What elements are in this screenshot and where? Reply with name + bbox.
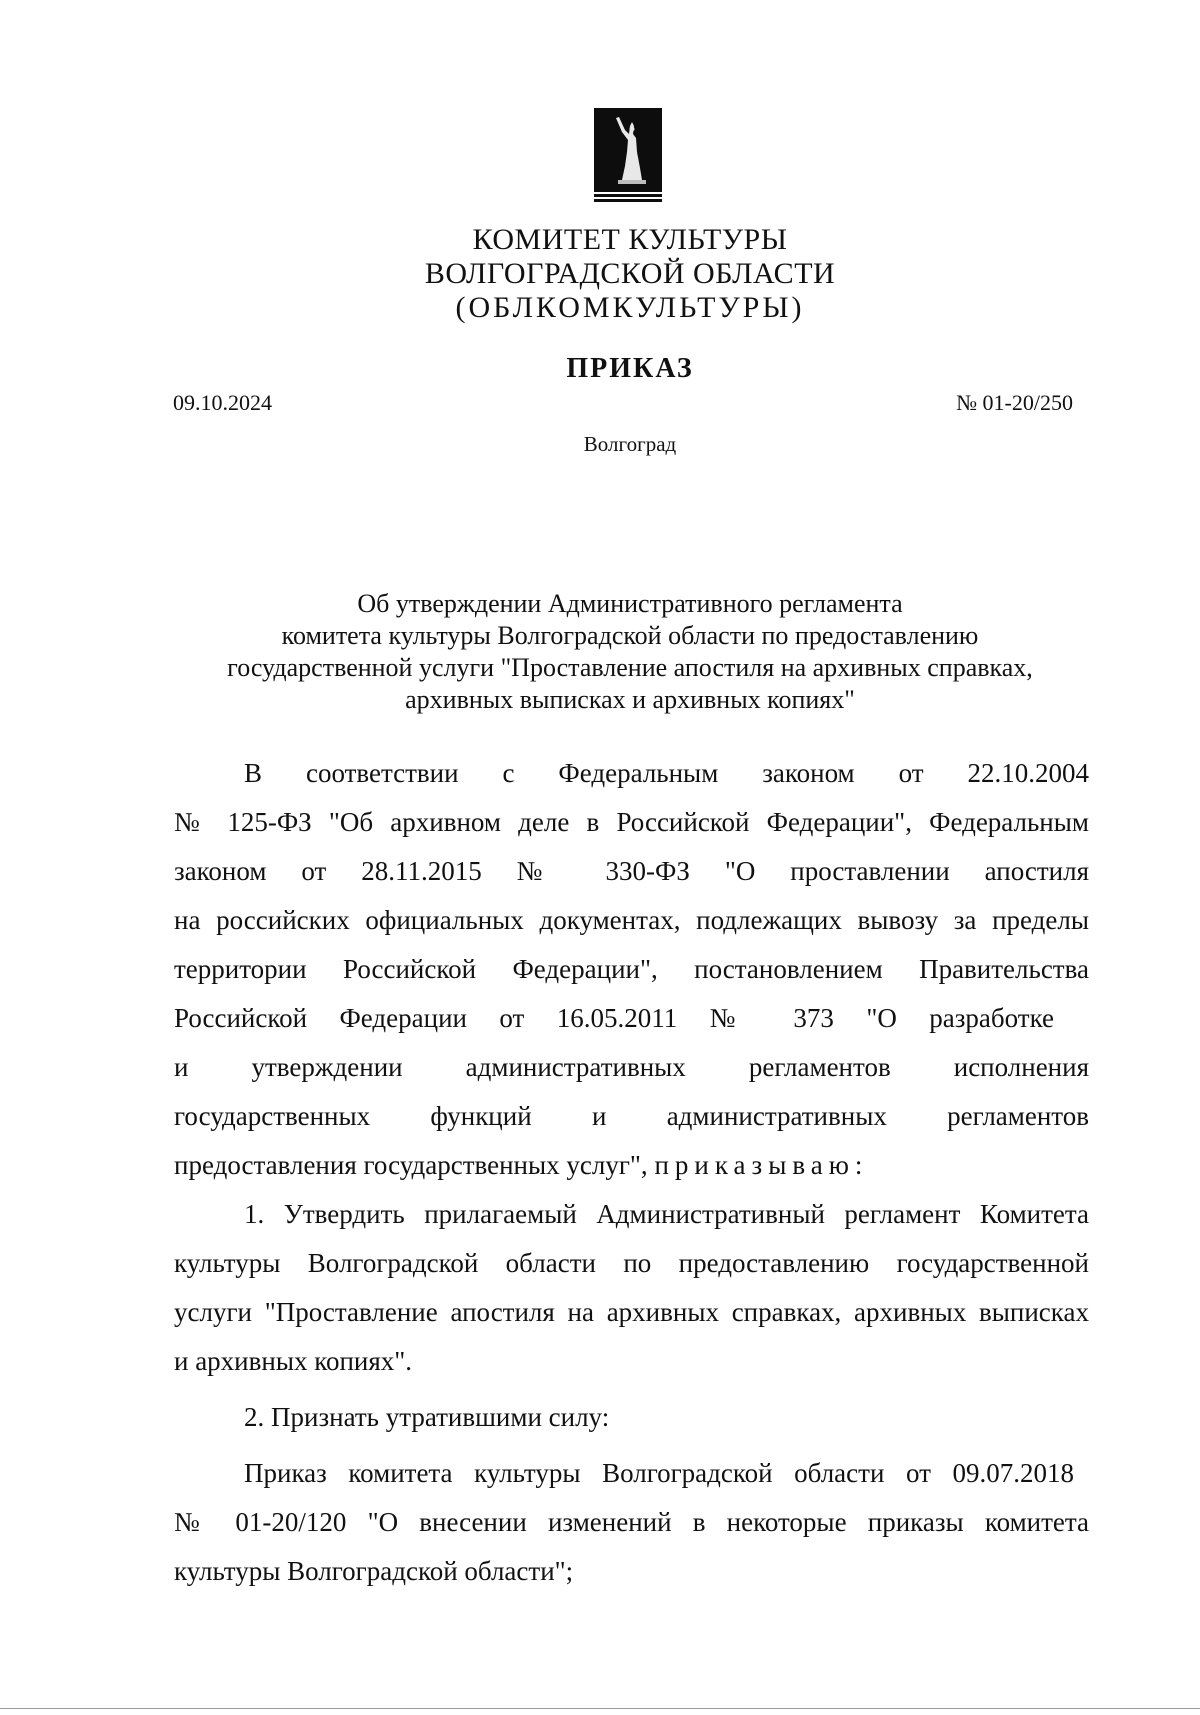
order-subject — [170, 588, 1090, 716]
body-line: 1. Утвердить прилагаемый Административный регламент Комитета — [244, 1199, 1089, 1229]
body-line: культуры Волгоградской области по предоставлению государственной — [174, 1248, 1089, 1278]
organization-name-line2: ВОЛГОГРАДСКОЙ ОБЛАСТИ — [424, 257, 836, 290]
body-line: № 125-ФЗ "Об архивном деле в Российской Федерации", Федеральным — [174, 807, 1089, 837]
order-number: № 01-20/250 — [956, 390, 1073, 415]
subject-line: комитета культуры Волгоградской области по предоставлению — [281, 621, 979, 650]
body-line: и утверждении административных регламентов исполнения — [174, 1052, 1089, 1082]
body-line: В соответствии с Федеральным законом от 22.10.2004 — [244, 758, 1089, 788]
organization-name-line1: КОМИТЕТ КУЛЬТУРЫ — [472, 223, 788, 256]
body-line: культуры Волгоградской области"; — [174, 1556, 574, 1586]
body-line: территории Российской Федерации", постановлением Правительства — [174, 954, 1089, 984]
organization-abbreviation: (ОБЛКОМКУЛЬТУРЫ) — [455, 291, 805, 324]
body-line: № 01-20/120 "О внесении изменений в некоторые приказы комитета — [174, 1507, 1089, 1537]
body-line: 2. Признать утратившими силу: — [244, 1402, 610, 1432]
subject-line: государственной услуги "Проставление апостиля на архивных справках, — [227, 653, 1033, 682]
body-line: Приказ комитета культуры Волгоградской области от 09.07.2018 — [244, 1458, 1074, 1488]
subject-line: Об утверждении Административного регламента — [357, 589, 903, 618]
document-type-title: ПРИКАЗ — [566, 353, 694, 384]
page-bottom-rule — [0, 1708, 1200, 1709]
decree-keyword: приказываю: — [654, 1150, 869, 1180]
body-line: и архивных копиях". — [174, 1346, 413, 1376]
order-city: Волгоград — [583, 432, 677, 456]
body-line: государственных функций и административных регламентов — [174, 1101, 1089, 1131]
body-line: на российских официальных документах, подлежащих вывозу за пределы — [174, 905, 1089, 935]
body-line: услуги "Проставление апостиля на архивных справках, архивных выписках — [174, 1297, 1089, 1327]
body-text: предоставления государственных услуг", — [174, 1150, 655, 1180]
order-date: 09.10.2024 — [173, 390, 272, 415]
body-line: законом от 28.11.2015 № 330-ФЗ "О проставлении апостиля — [174, 856, 1089, 886]
body-line — [174, 1150, 868, 1181]
subject-line: архивных выписках и архивных копиях" — [405, 685, 855, 714]
body-line: Российской Федерации от 16.05.2011 № 373 "О разработке — [174, 1003, 1054, 1033]
coat-of-arms-emblem — [592, 108, 664, 204]
